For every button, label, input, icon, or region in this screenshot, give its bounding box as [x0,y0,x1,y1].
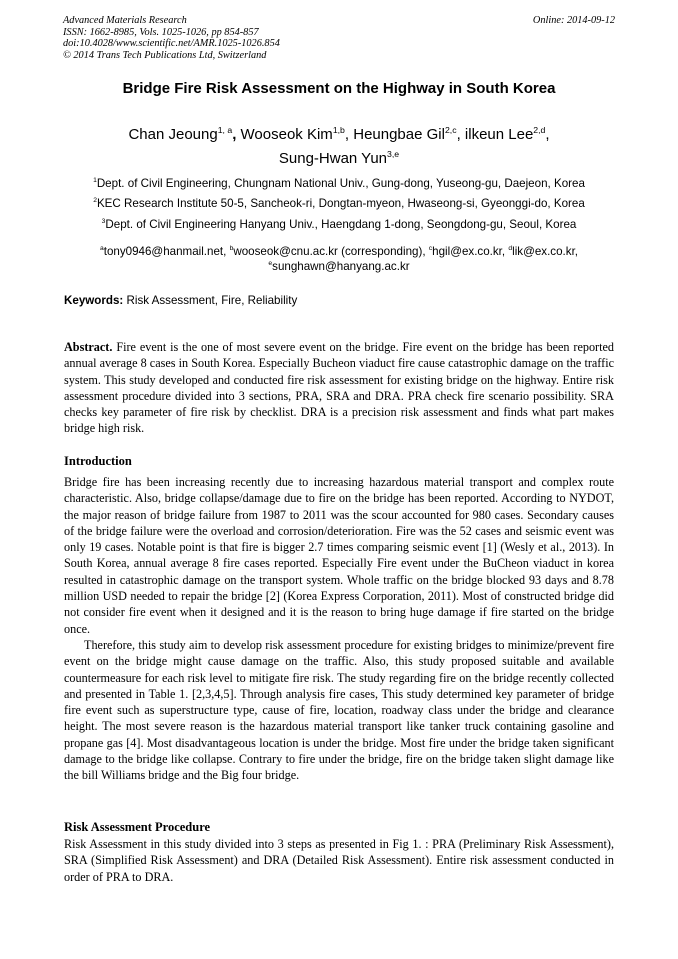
procedure-heading: Risk Assessment Procedure [64,820,211,834]
keywords-label: Keywords: [64,294,124,307]
email: $^e$sunghawn@hanyang.ac.kr [268,260,410,273]
affiliation: $^3$Dept. of Civil Engineering Hanyang Univ., Haengdang 1-dong, Seongdong-gu, Seoul, Korea [101,218,577,231]
affiliation: $^2$KEC Research Institute 50-5, Sancheok-ri, Dongtan-myeon, Hwaseong-si, Gyeonggi-do, Korea [93,197,585,210]
journal-header [63,15,615,61]
abstract-text: Fire event is the one of most severe event on the bridge. Fire event on the bridge has been reported annual average 8 cases in South Korea. Especially Bucheon viaduct fire cause catastrophic damage on the traffic system. This study developed and conducted fire risk assessment for existing bridge on the highway. Entire risk assessment procedure divided into 3 sections, PRA, SRA and DRA. PRA check fire scenario possibility. SRA checks key parameter of fire risk by checklist. DRA is a precision risk assessment and finds what part makes bridge high risk. [64,340,614,436]
journal-name: Advanced Materials Research [63,15,187,26]
paper-title: Bridge Fire Risk Assessment on the Highway in South Korea [122,80,556,97]
email: $^d$lik@ex.co.kr [508,245,575,258]
copyright-line: © 2014 Trans Tech Publications Ltd, Switzerland [63,49,267,61]
email: $^b$wooseok@cnu.ac.kr (corresponding) [229,245,423,258]
email: $^a$tony0946@hanmail.net [99,245,224,258]
affiliation: $^1$Dept. of Civil Engineering, Chungnam National Univ., Gung-dong, Yuseong-gu, Daejeon, Korea [93,177,585,190]
author: Chan Jeoung$^{1, a}$ [128,125,233,143]
email: $^c$hgil@ex.co.kr [428,245,502,258]
abstract [64,339,614,437]
author: ilkeun Lee$^{2,d}$ [464,125,546,143]
keywords-text: Risk Assessment, Fire, Reliability [126,294,298,307]
introduction-heading: Introduction [64,454,132,468]
introduction-body [64,474,614,784]
issn-line: ISSN: 1662-8985, Vols. 1025-1026, pp 854-857 [63,26,259,38]
paragraph: Therefore, this study aim to develop risk assessment procedure for existing bridges to minimize/prevent fire event on the bridge might cause damage on the traffic. Also, this study proposed suitable and available countermeasure for each risk level to mitigate fire risk. The study regarding fire on the bridge recently collected and presented in Table 1. [2,3,4,5]. Through analysis fire cases, This study determined key parameter of bridge fire event such as superstructure type, cause of fire, location, roadway class under the bridge and clearance height. The most severe reason is the hazardous material transport like tanker truck containing gasoline and propane gas [4]. Most disadvantageous location is under the bridge. Most fire under the bridge taken significant damage to the bridge like collapse. Contrary to fire under the bridge, fire on the bridge taken slight damage like the bill Williams bridge and the Big four bridge. [64,637,614,783]
abstract-label: Abstract. [64,340,113,354]
author: Heungbae Gil$^{2,c}$ [353,125,457,143]
doi-line: doi:10.4028/www.scientific.net/AMR.1025-1026.854 [63,38,280,49]
author-list: Chan Jeoung$^{1, a}$, Wooseok Kim$^{1,b}$, Heungbae Gil$^{2,c}$, ilkeun Lee$^{2,d}$, Sung-Hwan Yun$^{3,e}$ [128,125,550,167]
email-list: $^a$tony0946@hanmail.net, $^b$wooseok@cnu.ac.kr (corresponding), $^c$hgil@ex.co.kr, $^d$lik@ex.co.kr, $^e$sunghawn@hanyang.ac.kr [99,245,579,273]
keywords [64,294,614,307]
author: Sung-Hwan Yun$^{3,e}$ [278,149,400,167]
author: Wooseok Kim$^{1,b}$ [240,125,345,143]
procedure-body [64,836,614,885]
online-date: Online: 2014-09-12 [532,15,615,26]
paragraph: Risk Assessment in this study divided into 3 steps as presented in Fig 1. : PRA (Preliminary Risk Assessment), SRA (Simplified Risk Assessment) and DRA (Detailed Risk Assessment). Entire risk assessment conducted in order of PRA to DRA. [64,837,614,884]
paragraph: Bridge fire has been increasing recently due to increasing hazardous material transport and complex route characteristic. Also, bridge collapse/damage due to fire on the bridge has been reported. According to NYDOT, the major reason of bridge failure from 1987 to 2011 was the scour accounted for 980 cases. Secondary causes of the bridge failure were the overload and corrosion/deterioration. Fire was the 52 cases and seismic event was only 19 cases. Notable point is that fire is bigger 2.7 times comparing seismic event [1] (Wesly et al., 2013). In South Korea, annual average 8 fire cases reported. Especially Fire event under the BuCheon viaduct in korea resulted in catastrophic damage on the transport system. Whole traffic on the bridge blocked 93 days and 8.78 million USD needed to repair the bridge [2] (Korea Express Corporation, 2011). Most of constructed bridge did not consider fire event when it designed and it is the reason to bring huge damage if fire started on the bridge once. [64,475,614,636]
